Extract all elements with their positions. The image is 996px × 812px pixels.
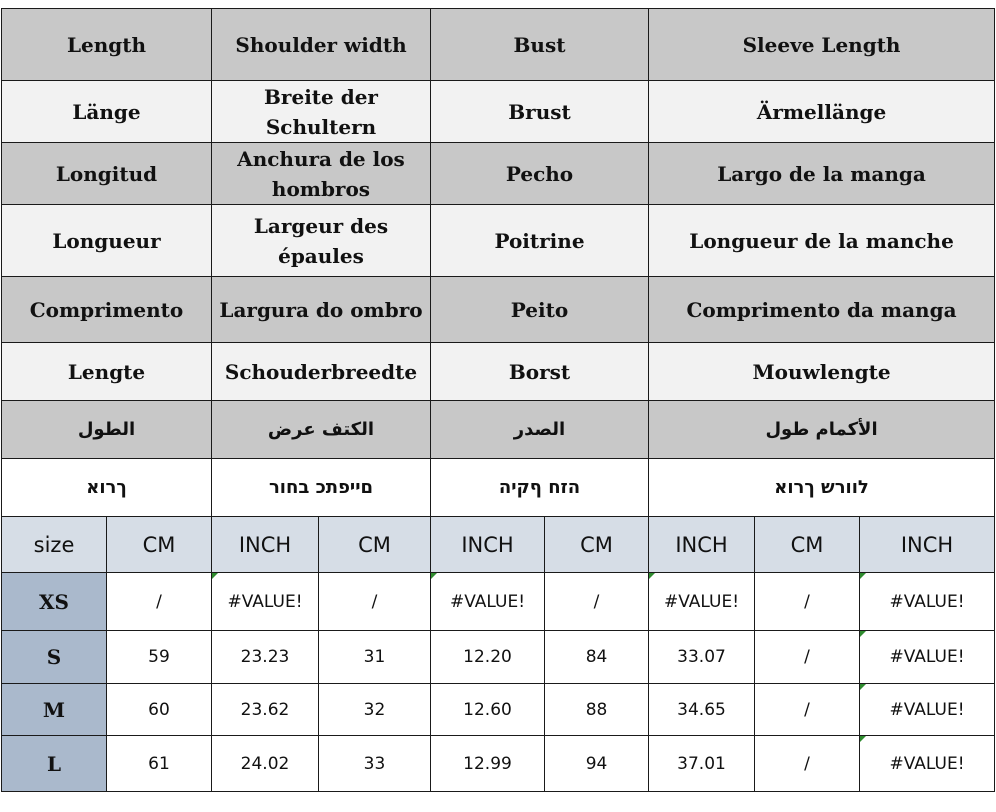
- value-cell: 33: [319, 736, 431, 792]
- header-cell-shoulder: Schouderbreedte: [212, 343, 431, 401]
- header-cell-length: Longitud: [2, 143, 212, 205]
- unit-inch: INCH: [860, 517, 995, 573]
- header-cell-bust: Bust: [431, 9, 649, 81]
- header-cell-length: Lengte: [2, 343, 212, 401]
- error-marker: [649, 573, 655, 579]
- value-cell: 94: [545, 736, 649, 792]
- size-label: M: [2, 684, 107, 736]
- unit-inch: INCH: [212, 517, 319, 573]
- unit-size: size: [2, 517, 107, 573]
- value-cell: 60: [107, 684, 212, 736]
- header-cell-length: الطول: [2, 401, 212, 459]
- error-marker: [860, 684, 866, 690]
- error-marker: [860, 573, 866, 579]
- value-cell: 12.99: [431, 736, 545, 792]
- value-cell: 88: [545, 684, 649, 736]
- header-cell-length: Length: [2, 9, 212, 81]
- table-row: [2, 736, 995, 792]
- header-cell-length: Comprimento: [2, 277, 212, 343]
- header-cell-length: ךרוא: [2, 459, 212, 517]
- value-cell: /: [755, 631, 860, 684]
- header-row-german: [2, 81, 995, 143]
- header-cell-shoulder: Breite der Schultern: [212, 81, 431, 143]
- error-marker: [212, 573, 218, 579]
- header-cell-bust: Brust: [431, 81, 649, 143]
- header-cell-shoulder: الكتف عرض: [212, 401, 431, 459]
- header-row-dutch: [2, 343, 995, 401]
- header-cell-bust: Borst: [431, 343, 649, 401]
- value-cell: 12.20: [431, 631, 545, 684]
- error-marker: [860, 631, 866, 637]
- value-cell: /: [755, 736, 860, 792]
- value-cell: /: [319, 573, 431, 631]
- header-row-hebrew: [2, 459, 995, 517]
- header-cell-sleeve: Comprimento da manga: [649, 277, 995, 343]
- value-cell: 24.02: [212, 736, 319, 792]
- value-cell: 61: [107, 736, 212, 792]
- value-cell: 59: [107, 631, 212, 684]
- header-cell-length: Länge: [2, 81, 212, 143]
- header-cell-shoulder: Shoulder width: [212, 9, 431, 81]
- unit-inch: INCH: [649, 517, 755, 573]
- header-cell-sleeve: לוורש ךרוא: [649, 459, 995, 517]
- header-cell-length: Longueur: [2, 205, 212, 277]
- header-cell-bust: Poitrine: [431, 205, 649, 277]
- value-cell: 37.01: [649, 736, 755, 792]
- value-cell: 12.60: [431, 684, 545, 736]
- header-cell-sleeve: Ärmellänge: [649, 81, 995, 143]
- unit-cm: CM: [107, 517, 212, 573]
- value-cell: /: [545, 573, 649, 631]
- header-cell-sleeve: Longueur de la manche: [649, 205, 995, 277]
- header-cell-sleeve: Mouwlengte: [649, 343, 995, 401]
- error-marker: [431, 573, 437, 579]
- unit-cm: CM: [755, 517, 860, 573]
- size-label: L: [2, 736, 107, 792]
- header-cell-sleeve: Sleeve Length: [649, 9, 995, 81]
- value-cell: /: [107, 573, 212, 631]
- error-marker: [860, 736, 866, 742]
- value-cell: 32: [319, 684, 431, 736]
- value-cell: 23.62: [212, 684, 319, 736]
- size-chart-table: [1, 8, 995, 792]
- table-row: [2, 631, 995, 684]
- size-label: XS: [2, 573, 107, 631]
- table-row: [2, 684, 995, 736]
- header-cell-sleeve: الأكمام طول: [649, 401, 995, 459]
- value-cell: #VALUE!: [431, 573, 545, 631]
- header-cell-bust: הזח ףקיה: [431, 459, 649, 517]
- header-cell-shoulder: Largura do ombro: [212, 277, 431, 343]
- value-cell: 23.23: [212, 631, 319, 684]
- header-cell-shoulder: Largeur des épaules: [212, 205, 431, 277]
- header-row-french: [2, 205, 995, 277]
- value-cell: 34.65: [649, 684, 755, 736]
- value-cell: #VALUE!: [860, 736, 995, 792]
- value-cell: #VALUE!: [860, 573, 995, 631]
- header-cell-shoulder: םייפתכ בחור: [212, 459, 431, 517]
- header-row-portuguese: [2, 277, 995, 343]
- unit-inch: INCH: [431, 517, 545, 573]
- header-cell-bust: Peito: [431, 277, 649, 343]
- unit-header-row: [2, 517, 995, 573]
- value-cell: #VALUE!: [212, 573, 319, 631]
- value-cell: #VALUE!: [860, 684, 995, 736]
- value-cell: #VALUE!: [860, 631, 995, 684]
- header-row-arabic: [2, 401, 995, 459]
- value-cell: 84: [545, 631, 649, 684]
- header-row-spanish: [2, 143, 995, 205]
- value-cell: /: [755, 684, 860, 736]
- size-label: S: [2, 631, 107, 684]
- header-row-english: [2, 9, 995, 81]
- header-cell-sleeve: Largo de la manga: [649, 143, 995, 205]
- value-cell: 31: [319, 631, 431, 684]
- value-cell: /: [755, 573, 860, 631]
- header-cell-bust: الصدر: [431, 401, 649, 459]
- header-cell-bust: Pecho: [431, 143, 649, 205]
- unit-cm: CM: [319, 517, 431, 573]
- header-cell-shoulder: Anchura de los hombros: [212, 143, 431, 205]
- value-cell: #VALUE!: [649, 573, 755, 631]
- unit-cm: CM: [545, 517, 649, 573]
- table-row: [2, 573, 995, 631]
- value-cell: 33.07: [649, 631, 755, 684]
